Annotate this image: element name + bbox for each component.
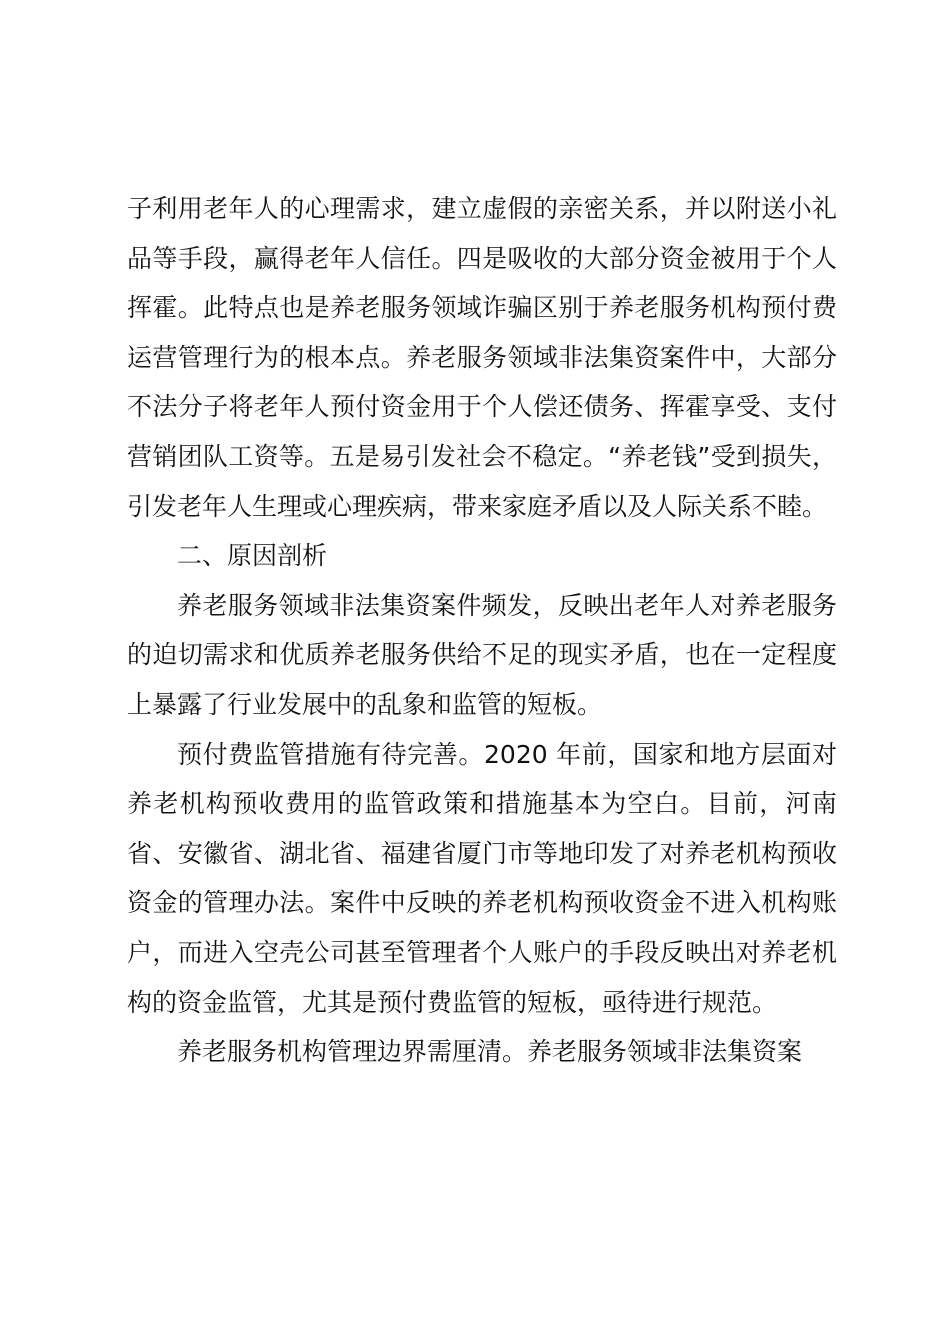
document-body [127, 184, 837, 1077]
paragraph-prepayment-supervision: 预付费监管措施有待完善。2020 年前，国家和地方层面对养老机构预收费用的监管政策和措施基本为空白。目前，河南省、安徽省、湖北省、福建省厦门市等地印发了对养老机构预收资金的管理办法。案件中反映的养老机构预收资金不进入机构账户，而进入空壳公司甚至管理者个人账户的手段反映出对养老机构的资金监管，尤其是预付费监管的短板，亟待进行规范。 [127, 739, 837, 1017]
paragraph-cause-overview: 养老服务领域非法集资案件频发，反映出老年人对养老服务的迫切需求和优质养老服务供给不足的现实矛盾，也在一定程度上暴露了行业发展中的乱象和监管的短板。 [127, 590, 837, 719]
section-heading: 二、原因剖析 [177, 541, 328, 571]
paragraph-continued: 子利用老年人的心理需求，建立虚假的亲密关系，并以附送小礼品等手段，赢得老年人信任。四是吸收的大部分资金被用于个人挥霍。此特点也是养老服务领域诈骗区别于养老服务机构预付费运营管理行为的根本点。养老服务领域非法集资案件中，大部分不法分子将老年人预付资金用于个人偿还债务、挥霍享受、支付营销团队工资等。五是易引发社会不稳定。“养老钱”受到损失，引发老年人生理或心理疾病，带来家庭矛盾以及人际关系不睦。 [127, 194, 837, 521]
paragraph-management-boundary: 养老服务机构管理边界需厘清。养老服务领域非法集资案 [177, 1037, 803, 1067]
